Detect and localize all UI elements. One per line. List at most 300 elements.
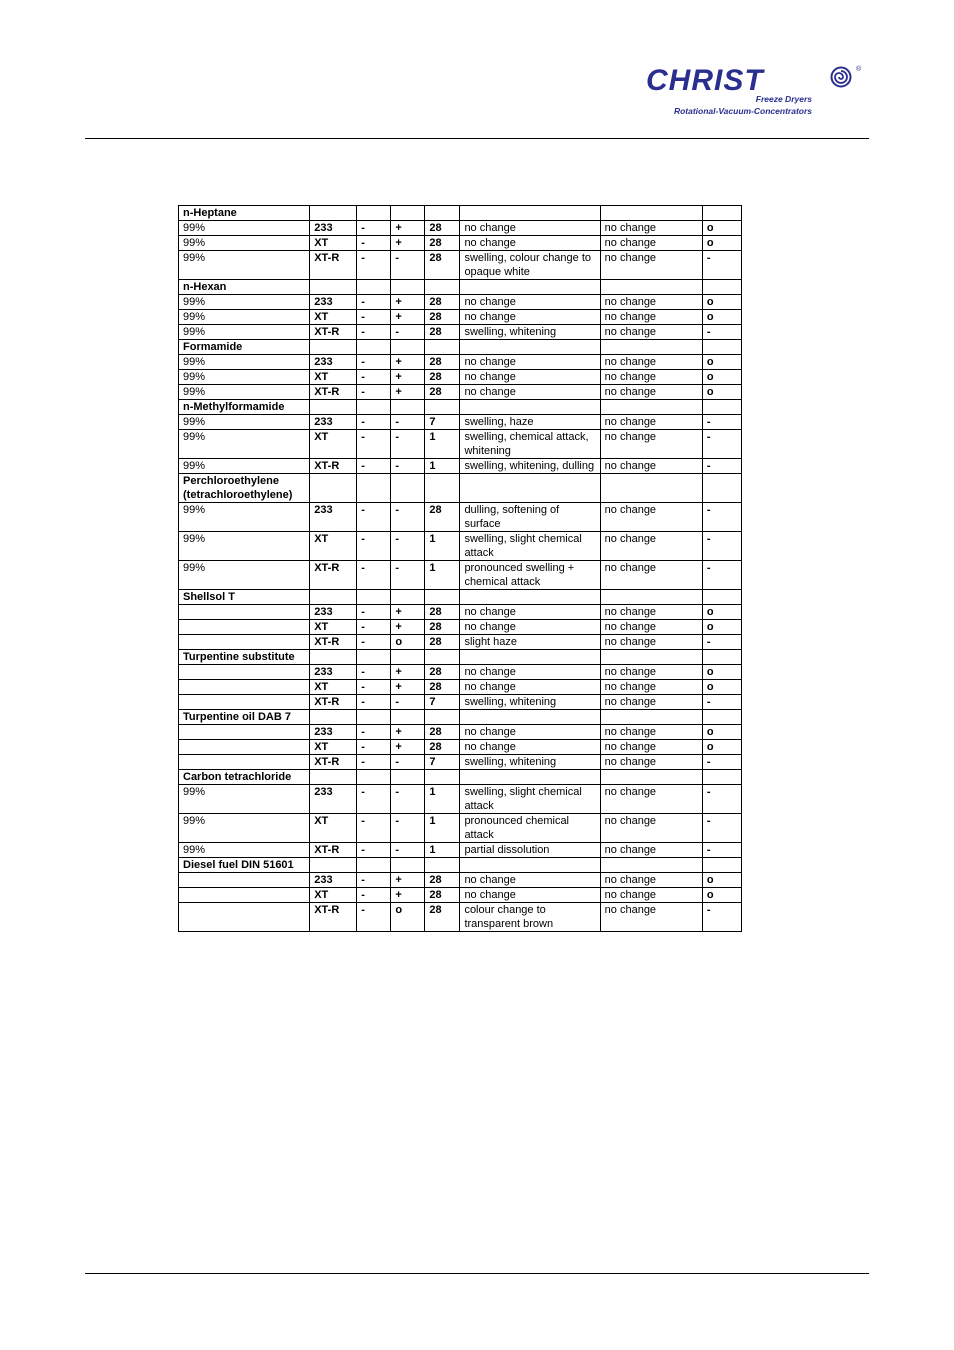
table-row — [179, 873, 742, 888]
rating-c-cell: - — [702, 561, 741, 590]
substance-heading-row — [179, 206, 742, 221]
rating-b-cell: o — [391, 635, 425, 650]
observation-2-cell: no change — [600, 740, 702, 755]
observation-2-cell: no change — [600, 295, 702, 310]
concentration-cell — [179, 680, 310, 695]
substance-name: Formamide — [179, 340, 310, 355]
rating-b-cell: - — [391, 785, 425, 814]
empty-cell — [425, 650, 460, 665]
days-cell: 28 — [425, 370, 460, 385]
concentration-cell — [179, 665, 310, 680]
empty-cell — [425, 858, 460, 873]
material-cell: 233 — [310, 415, 357, 430]
table-row — [179, 251, 742, 280]
concentration-cell: 99% — [179, 561, 310, 590]
rating-b-cell: + — [391, 605, 425, 620]
rating-c-cell: - — [702, 785, 741, 814]
substance-heading-row — [179, 590, 742, 605]
rating-b-cell: + — [391, 221, 425, 236]
observation-2-cell: no change — [600, 532, 702, 561]
days-cell: 28 — [425, 236, 460, 251]
rating-b-cell: + — [391, 665, 425, 680]
table-row — [179, 310, 742, 325]
substance-heading-row — [179, 770, 742, 785]
rating-a-cell: - — [357, 843, 391, 858]
logo-tagline-freeze-dryers: Freeze Dryers — [755, 94, 812, 104]
days-cell: 28 — [425, 221, 460, 236]
observation-2-cell: no change — [600, 415, 702, 430]
observation-1-cell: no change — [460, 620, 600, 635]
days-cell: 28 — [425, 385, 460, 400]
observation-1-cell: swelling, chemical attack, whitening — [460, 430, 600, 459]
table-row — [179, 385, 742, 400]
substance-name: Perchloroethylene (tetrachloroethylene) — [179, 474, 310, 503]
rating-b-cell: + — [391, 355, 425, 370]
substance-heading-row — [179, 710, 742, 725]
rating-a-cell: - — [357, 635, 391, 650]
rating-a-cell: - — [357, 740, 391, 755]
material-cell: XT — [310, 620, 357, 635]
rating-c-cell: o — [702, 236, 741, 251]
empty-cell — [702, 474, 741, 503]
observation-1-cell: no change — [460, 310, 600, 325]
concentration-cell: 99% — [179, 385, 310, 400]
material-cell: XT — [310, 532, 357, 561]
table-row — [179, 620, 742, 635]
rating-c-cell: o — [702, 740, 741, 755]
rating-c-cell: - — [702, 251, 741, 280]
empty-cell — [310, 400, 357, 415]
table-row — [179, 415, 742, 430]
material-cell: 233 — [310, 221, 357, 236]
concentration-cell — [179, 873, 310, 888]
days-cell: 28 — [425, 310, 460, 325]
empty-cell — [391, 206, 425, 221]
rating-b-cell: o — [391, 903, 425, 932]
days-cell: 7 — [425, 415, 460, 430]
rating-a-cell: - — [357, 903, 391, 932]
rating-c-cell: o — [702, 888, 741, 903]
empty-cell — [702, 590, 741, 605]
rating-a-cell: - — [357, 325, 391, 340]
empty-cell — [460, 650, 600, 665]
concentration-cell: 99% — [179, 503, 310, 532]
empty-cell — [702, 858, 741, 873]
table-row — [179, 725, 742, 740]
registered-mark: ® — [856, 66, 862, 73]
table-row — [179, 325, 742, 340]
rating-a-cell: - — [357, 814, 391, 843]
observation-2-cell: no change — [600, 903, 702, 932]
rating-a-cell: - — [357, 665, 391, 680]
empty-cell — [425, 400, 460, 415]
concentration-cell — [179, 620, 310, 635]
rating-c-cell: o — [702, 385, 741, 400]
rating-b-cell: - — [391, 695, 425, 710]
material-cell: XT-R — [310, 561, 357, 590]
concentration-cell: 99% — [179, 532, 310, 561]
rating-b-cell: - — [391, 755, 425, 770]
concentration-cell — [179, 888, 310, 903]
substance-heading-row — [179, 858, 742, 873]
empty-cell — [310, 474, 357, 503]
days-cell: 28 — [425, 605, 460, 620]
material-cell: 233 — [310, 503, 357, 532]
observation-2-cell: no change — [600, 251, 702, 280]
empty-cell — [702, 280, 741, 295]
days-cell: 28 — [425, 355, 460, 370]
rating-c-cell: o — [702, 725, 741, 740]
empty-cell — [600, 770, 702, 785]
rating-a-cell: - — [357, 695, 391, 710]
rating-c-cell: - — [702, 903, 741, 932]
empty-cell — [600, 590, 702, 605]
observation-1-cell: slight haze — [460, 635, 600, 650]
days-cell: 7 — [425, 695, 460, 710]
rating-a-cell: - — [357, 310, 391, 325]
empty-cell — [702, 340, 741, 355]
concentration-cell: 99% — [179, 295, 310, 310]
rating-a-cell: - — [357, 873, 391, 888]
substance-name: n-Heptane — [179, 206, 310, 221]
rating-c-cell: - — [702, 325, 741, 340]
observation-2-cell: no change — [600, 310, 702, 325]
empty-cell — [460, 710, 600, 725]
rating-a-cell: - — [357, 532, 391, 561]
rating-b-cell: + — [391, 310, 425, 325]
concentration-cell — [179, 740, 310, 755]
table-row — [179, 695, 742, 710]
concentration-cell — [179, 755, 310, 770]
empty-cell — [357, 858, 391, 873]
empty-cell — [357, 474, 391, 503]
empty-cell — [310, 206, 357, 221]
material-cell: 233 — [310, 605, 357, 620]
empty-cell — [391, 280, 425, 295]
observation-1-cell: swelling, haze — [460, 415, 600, 430]
header-divider — [85, 138, 869, 139]
material-cell: XT — [310, 310, 357, 325]
empty-cell — [600, 474, 702, 503]
observation-1-cell: no change — [460, 873, 600, 888]
observation-2-cell: no change — [600, 503, 702, 532]
rating-b-cell: + — [391, 620, 425, 635]
days-cell: 28 — [425, 325, 460, 340]
rating-b-cell: + — [391, 680, 425, 695]
empty-cell — [600, 340, 702, 355]
rating-b-cell: + — [391, 888, 425, 903]
substance-name: Turpentine oil DAB 7 — [179, 710, 310, 725]
material-cell: XT — [310, 430, 357, 459]
concentration-cell: 99% — [179, 221, 310, 236]
substance-heading-row — [179, 650, 742, 665]
empty-cell — [460, 340, 600, 355]
empty-cell — [425, 770, 460, 785]
table-row — [179, 814, 742, 843]
empty-cell — [600, 710, 702, 725]
rating-c-cell: o — [702, 620, 741, 635]
days-cell: 1 — [425, 430, 460, 459]
material-cell: XT-R — [310, 695, 357, 710]
table-row — [179, 236, 742, 251]
days-cell: 28 — [425, 503, 460, 532]
days-cell: 28 — [425, 888, 460, 903]
material-cell: XT — [310, 680, 357, 695]
material-cell: XT-R — [310, 635, 357, 650]
material-cell: XT-R — [310, 251, 357, 280]
observation-2-cell: no change — [600, 236, 702, 251]
concentration-cell: 99% — [179, 251, 310, 280]
observation-2-cell: no change — [600, 695, 702, 710]
empty-cell — [357, 340, 391, 355]
days-cell: 28 — [425, 620, 460, 635]
empty-cell — [391, 340, 425, 355]
substance-heading-row — [179, 280, 742, 295]
observation-1-cell: no change — [460, 355, 600, 370]
table-row — [179, 665, 742, 680]
empty-cell — [425, 280, 460, 295]
empty-cell — [357, 650, 391, 665]
rating-c-cell: - — [702, 635, 741, 650]
observation-1-cell: swelling, whitening, dulling — [460, 459, 600, 474]
concentration-cell: 99% — [179, 430, 310, 459]
rating-a-cell: - — [357, 503, 391, 532]
observation-1-cell: no change — [460, 295, 600, 310]
concentration-cell — [179, 725, 310, 740]
rating-a-cell: - — [357, 888, 391, 903]
observation-2-cell: no change — [600, 355, 702, 370]
empty-cell — [310, 710, 357, 725]
rating-b-cell: + — [391, 725, 425, 740]
table-row — [179, 843, 742, 858]
substance-heading-row — [179, 474, 742, 503]
rating-a-cell: - — [357, 620, 391, 635]
days-cell: 28 — [425, 873, 460, 888]
empty-cell — [391, 858, 425, 873]
empty-cell — [460, 400, 600, 415]
rating-b-cell: - — [391, 561, 425, 590]
table-row — [179, 903, 742, 932]
substance-heading-row — [179, 400, 742, 415]
table-row — [179, 605, 742, 620]
days-cell: 1 — [425, 785, 460, 814]
rating-b-cell: - — [391, 430, 425, 459]
days-cell: 1 — [425, 459, 460, 474]
material-cell: XT-R — [310, 459, 357, 474]
material-cell: 233 — [310, 785, 357, 814]
empty-cell — [357, 710, 391, 725]
empty-cell — [460, 280, 600, 295]
rating-c-cell: o — [702, 680, 741, 695]
rating-b-cell: - — [391, 459, 425, 474]
days-cell: 28 — [425, 725, 460, 740]
observation-1-cell: no change — [460, 680, 600, 695]
empty-cell — [425, 340, 460, 355]
material-cell: 233 — [310, 665, 357, 680]
empty-cell — [425, 474, 460, 503]
concentration-cell: 99% — [179, 325, 310, 340]
empty-cell — [460, 858, 600, 873]
rating-b-cell: - — [391, 503, 425, 532]
rating-a-cell: - — [357, 236, 391, 251]
substance-name: Shellsol T — [179, 590, 310, 605]
footer-divider — [85, 1273, 869, 1274]
observation-2-cell: no change — [600, 459, 702, 474]
material-cell: XT — [310, 888, 357, 903]
rating-c-cell: - — [702, 755, 741, 770]
material-cell: XT-R — [310, 843, 357, 858]
table-row — [179, 635, 742, 650]
rating-c-cell: - — [702, 503, 741, 532]
observation-2-cell: no change — [600, 620, 702, 635]
concentration-cell: 99% — [179, 310, 310, 325]
table-row — [179, 740, 742, 755]
empty-cell — [425, 710, 460, 725]
observation-1-cell: no change — [460, 385, 600, 400]
days-cell: 28 — [425, 635, 460, 650]
empty-cell — [391, 710, 425, 725]
table-row — [179, 888, 742, 903]
table-row — [179, 561, 742, 590]
empty-cell — [357, 590, 391, 605]
rating-b-cell: + — [391, 236, 425, 251]
days-cell: 28 — [425, 740, 460, 755]
observation-2-cell: no change — [600, 873, 702, 888]
table-row — [179, 532, 742, 561]
empty-cell — [460, 590, 600, 605]
material-cell: 233 — [310, 355, 357, 370]
observation-2-cell: no change — [600, 725, 702, 740]
concentration-cell — [179, 903, 310, 932]
empty-cell — [460, 206, 600, 221]
rating-b-cell: - — [391, 325, 425, 340]
material-cell: XT — [310, 370, 357, 385]
empty-cell — [310, 280, 357, 295]
observation-2-cell: no change — [600, 635, 702, 650]
concentration-cell: 99% — [179, 843, 310, 858]
rating-a-cell: - — [357, 459, 391, 474]
empty-cell — [391, 590, 425, 605]
observation-1-cell: no change — [460, 725, 600, 740]
table-row — [179, 755, 742, 770]
swirl-logo-icon — [830, 66, 852, 88]
rating-c-cell: - — [702, 814, 741, 843]
observation-1-cell: swelling, whitening — [460, 325, 600, 340]
observation-1-cell: swelling, slight chemical attack — [460, 532, 600, 561]
rating-c-cell: o — [702, 873, 741, 888]
table-row — [179, 370, 742, 385]
rating-a-cell: - — [357, 785, 391, 814]
days-cell: 28 — [425, 665, 460, 680]
rating-a-cell: - — [357, 355, 391, 370]
rating-a-cell: - — [357, 430, 391, 459]
observation-1-cell: no change — [460, 740, 600, 755]
rating-a-cell: - — [357, 295, 391, 310]
rating-c-cell: o — [702, 295, 741, 310]
table-row — [179, 459, 742, 474]
empty-cell — [600, 650, 702, 665]
concentration-cell — [179, 635, 310, 650]
material-cell: XT-R — [310, 325, 357, 340]
rating-c-cell: - — [702, 430, 741, 459]
empty-cell — [425, 206, 460, 221]
table-body — [179, 206, 742, 932]
observation-1-cell: partial dissolution — [460, 843, 600, 858]
material-cell: 233 — [310, 725, 357, 740]
empty-cell — [702, 770, 741, 785]
rating-c-cell: - — [702, 695, 741, 710]
rating-b-cell: - — [391, 814, 425, 843]
observation-1-cell: dulling, softening of surface — [460, 503, 600, 532]
material-cell: XT-R — [310, 385, 357, 400]
table-row — [179, 295, 742, 310]
rating-c-cell: o — [702, 605, 741, 620]
rating-c-cell: - — [702, 843, 741, 858]
empty-cell — [357, 770, 391, 785]
empty-cell — [391, 400, 425, 415]
observation-1-cell: no change — [460, 888, 600, 903]
rating-b-cell: + — [391, 295, 425, 310]
rating-c-cell: o — [702, 370, 741, 385]
christ-logo — [640, 62, 870, 122]
material-cell: XT — [310, 814, 357, 843]
rating-a-cell: - — [357, 755, 391, 770]
rating-c-cell: - — [702, 459, 741, 474]
days-cell: 1 — [425, 843, 460, 858]
observation-2-cell: no change — [600, 843, 702, 858]
empty-cell — [425, 590, 460, 605]
observation-1-cell: swelling, whitening — [460, 755, 600, 770]
observation-2-cell: no change — [600, 430, 702, 459]
table-row — [179, 503, 742, 532]
observation-1-cell: pronounced chemical attack — [460, 814, 600, 843]
days-cell: 1 — [425, 814, 460, 843]
concentration-cell: 99% — [179, 236, 310, 251]
rating-a-cell: - — [357, 680, 391, 695]
rating-c-cell: o — [702, 221, 741, 236]
observation-1-cell: swelling, slight chemical attack — [460, 785, 600, 814]
concentration-cell — [179, 695, 310, 710]
days-cell: 7 — [425, 755, 460, 770]
rating-a-cell: - — [357, 251, 391, 280]
rating-b-cell: + — [391, 385, 425, 400]
table-row — [179, 430, 742, 459]
concentration-cell: 99% — [179, 785, 310, 814]
observation-2-cell: no change — [600, 370, 702, 385]
days-cell: 28 — [425, 251, 460, 280]
empty-cell — [310, 770, 357, 785]
days-cell: 1 — [425, 532, 460, 561]
observation-2-cell: no change — [600, 755, 702, 770]
rating-b-cell: + — [391, 370, 425, 385]
observation-2-cell: no change — [600, 814, 702, 843]
empty-cell — [600, 400, 702, 415]
observation-2-cell: no change — [600, 221, 702, 236]
material-cell: 233 — [310, 295, 357, 310]
material-cell: XT — [310, 740, 357, 755]
table-row — [179, 680, 742, 695]
observation-1-cell: swelling, whitening — [460, 695, 600, 710]
substance-name: Carbon tetrachloride — [179, 770, 310, 785]
days-cell: 1 — [425, 561, 460, 590]
substance-name: n-Methylformamide — [179, 400, 310, 415]
empty-cell — [357, 206, 391, 221]
observation-2-cell: no change — [600, 888, 702, 903]
observation-1-cell: no change — [460, 236, 600, 251]
empty-cell — [702, 650, 741, 665]
days-cell: 28 — [425, 903, 460, 932]
rating-b-cell: - — [391, 415, 425, 430]
